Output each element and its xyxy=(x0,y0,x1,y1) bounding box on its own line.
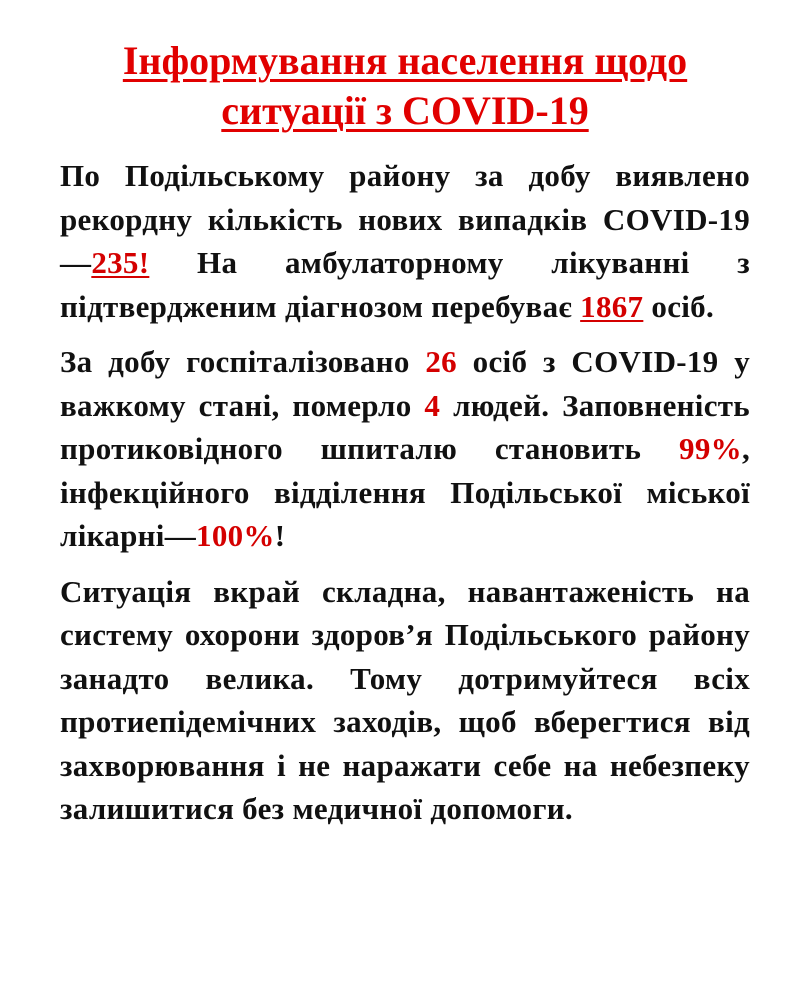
covid-hospital-load: 99% xyxy=(679,431,742,466)
infectious-dept-load: 100% xyxy=(196,518,275,553)
paragraph-new-cases xyxy=(60,154,750,328)
notice-title xyxy=(60,36,750,136)
paragraph-hospital-status xyxy=(60,340,750,558)
p2-text-e: ! xyxy=(274,518,286,553)
p2-text-c: людей. Заповненість протиковідного шпиталю становить xyxy=(60,387,750,466)
p2-text-b: осіб з COVID-19 у важкому стані, померло xyxy=(60,344,750,423)
new-cases-count: 235! xyxy=(91,245,150,280)
p1-text-a: По Подільському району за добу виявлено рекордну кількість нових випадків COVID-19— xyxy=(60,158,750,280)
p2-text-d: , інфекційного відділення Подільської міської лікарні— xyxy=(60,431,750,553)
hospitalized-count: 26 xyxy=(425,344,457,379)
title-line-2: ситуації з COVID-19 xyxy=(221,88,589,133)
deaths-count: 4 xyxy=(424,387,441,423)
p2-text-a: За добу госпіталізовано xyxy=(60,344,426,379)
notice-document xyxy=(60,36,750,843)
outpatients-count: 1867 xyxy=(580,288,644,324)
p1-text-b: На амбулаторному лікуванні з підтвердженим діагнозом перебуває xyxy=(60,245,750,324)
title-line-1: Інформування населення щодо xyxy=(122,38,688,83)
paragraph-appeal: Ситуація вкрай складна, навантаженість на систему охорони здоров’я Подільського району занадто велика. Тому дотримуйтеся всіх протиепідемічних заходів, щоб вберегтися від захворювання і не наражати себе на небезпеку залишитися без медичної допомоги. xyxy=(60,573,750,826)
p1-text-c: осіб. xyxy=(643,288,715,324)
